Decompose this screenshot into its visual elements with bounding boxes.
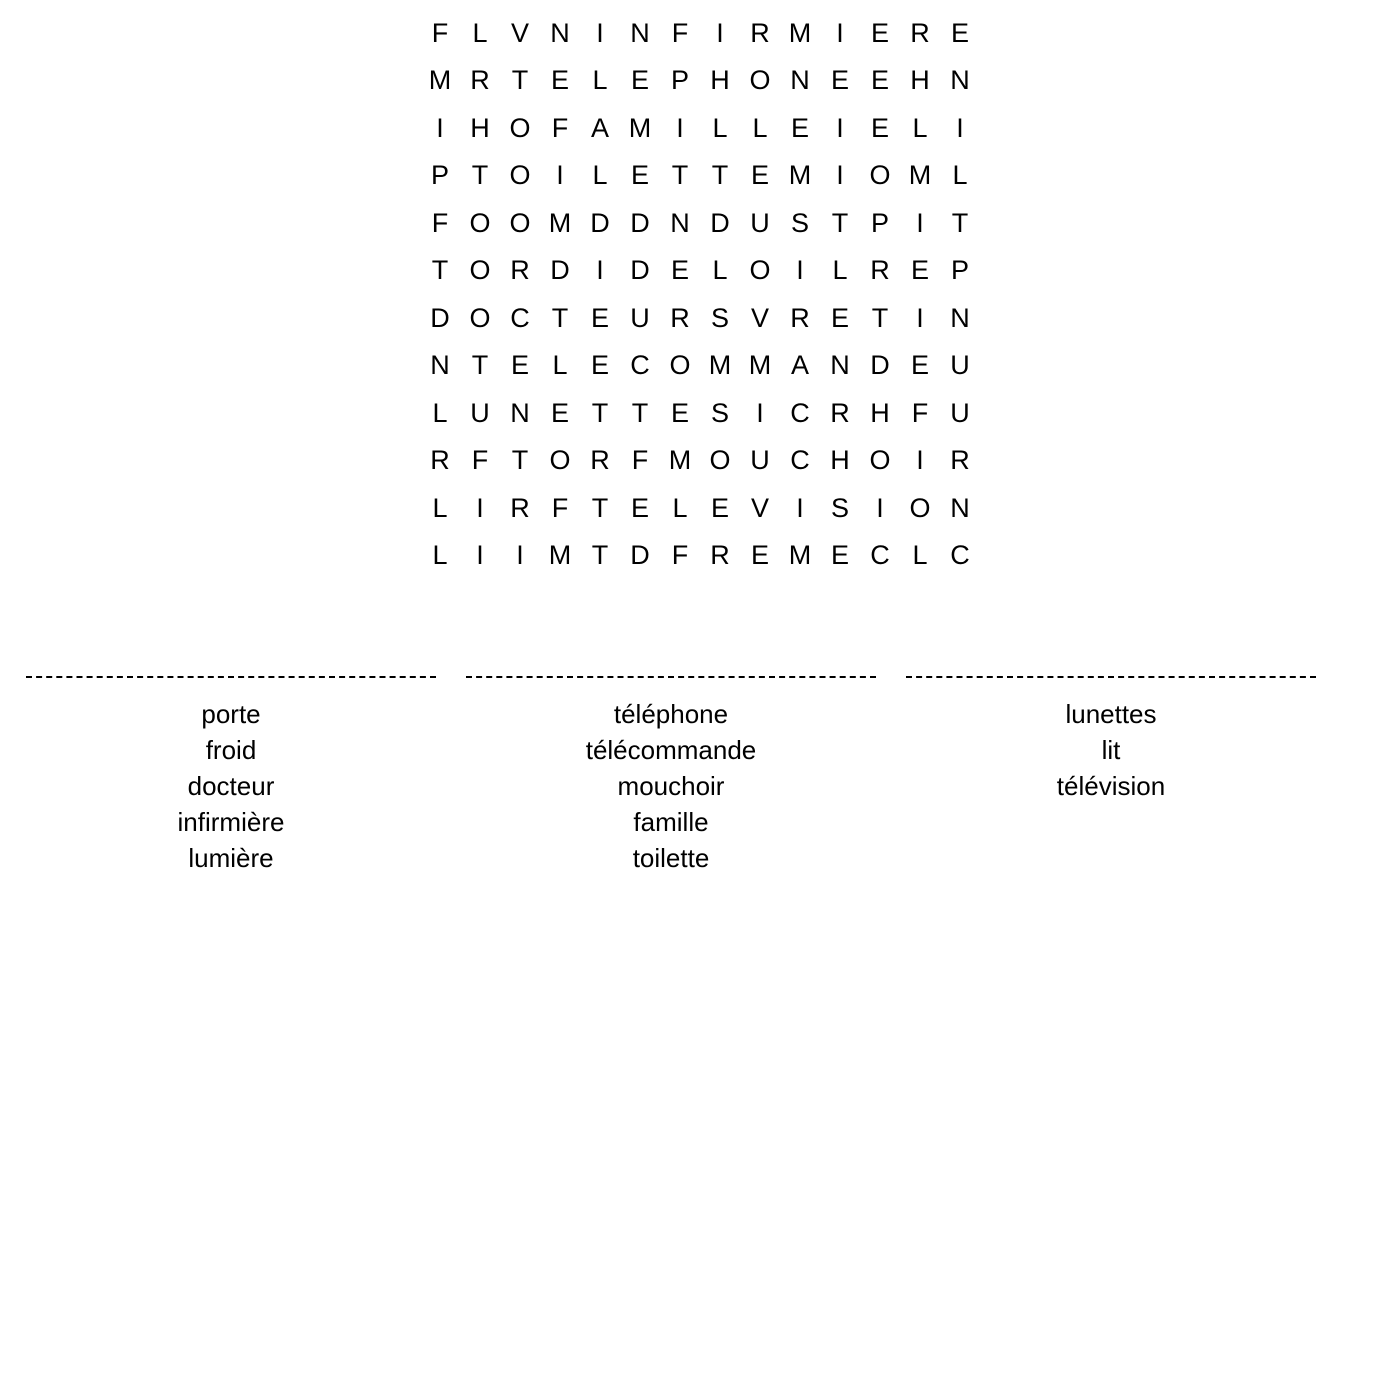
grid-letter: C xyxy=(790,397,810,428)
grid-letter: T xyxy=(951,207,969,238)
grid-letter: T xyxy=(471,160,489,191)
grid-letter: N xyxy=(430,350,450,381)
grid-letter: L xyxy=(712,112,728,143)
grid-letter: E xyxy=(630,65,649,96)
grid-letter: D xyxy=(590,207,610,238)
grid-letter: O xyxy=(749,65,771,96)
grid-letter: L xyxy=(432,492,448,523)
word-list-items xyxy=(466,696,876,876)
grid-letter: O xyxy=(469,302,491,333)
grid-letter: O xyxy=(469,255,491,286)
grid-letter xyxy=(780,0,820,9)
grid-letter: H xyxy=(830,445,850,476)
grid-letter: I xyxy=(836,112,844,143)
grid-letter: M xyxy=(748,350,772,381)
grid-letter: E xyxy=(790,112,809,143)
grid-letter: R xyxy=(430,445,450,476)
grid-letter xyxy=(740,0,780,9)
grid-letter: M xyxy=(628,112,652,143)
word-item: porte xyxy=(201,699,261,729)
word-column-1 xyxy=(26,660,436,876)
grid-letter xyxy=(660,0,700,9)
grid-letter: L xyxy=(432,397,448,428)
grid-letter: I xyxy=(596,17,604,48)
grid-letter: R xyxy=(670,302,690,333)
grid-letter: I xyxy=(756,397,764,428)
dashed-divider xyxy=(466,676,876,678)
grid-row xyxy=(420,295,980,343)
grid-letter: I xyxy=(436,112,444,143)
grid-letter: E xyxy=(870,65,889,96)
grid-letter: F xyxy=(551,492,569,523)
grid-letter: V xyxy=(750,492,769,523)
grid-letter: O xyxy=(749,255,771,286)
grid-letter xyxy=(700,0,740,9)
grid-letter: T xyxy=(431,255,449,286)
grid-letter: O xyxy=(869,160,891,191)
grid-letter: M xyxy=(428,65,452,96)
grid-letter: O xyxy=(869,445,891,476)
grid-letter: S xyxy=(830,492,849,523)
grid-letter: L xyxy=(712,255,728,286)
grid-letter: U xyxy=(950,350,970,381)
grid-letter xyxy=(460,0,500,9)
grid-letter xyxy=(580,0,620,9)
grid-letter xyxy=(860,0,900,9)
grid-letter: E xyxy=(510,350,529,381)
grid-letter: U xyxy=(750,207,770,238)
grid-letter: C xyxy=(510,302,530,333)
grid-letter: M xyxy=(548,540,572,571)
grid-row xyxy=(420,57,980,105)
grid-letter: U xyxy=(750,445,770,476)
grid-letter: O xyxy=(509,112,531,143)
grid-letter: N xyxy=(950,65,970,96)
grid-letter: M xyxy=(908,160,932,191)
word-item: lumière xyxy=(188,843,274,873)
grid-letter xyxy=(500,0,540,9)
grid-row xyxy=(420,10,980,58)
grid-letter: R xyxy=(790,302,810,333)
grid-letter: L xyxy=(752,112,768,143)
grid-letter: C xyxy=(870,540,890,571)
word-list-items xyxy=(906,696,1316,804)
grid-letter: T xyxy=(471,350,489,381)
grid-letter: N xyxy=(670,207,690,238)
grid-letter: E xyxy=(870,112,889,143)
grid-letter: E xyxy=(830,540,849,571)
grid-letter: M xyxy=(788,17,812,48)
grid-letter: O xyxy=(669,350,691,381)
grid-letter: D xyxy=(870,350,890,381)
grid-letter: L xyxy=(592,160,608,191)
grid-letter: I xyxy=(916,207,924,238)
grid-letter: R xyxy=(910,17,930,48)
grid-letter: F xyxy=(671,17,689,48)
grid-row xyxy=(420,342,980,390)
grid-letter: H xyxy=(710,65,730,96)
grid-letter: O xyxy=(509,207,531,238)
word-item: lit xyxy=(1101,735,1121,765)
grid-letter: C xyxy=(950,540,970,571)
grid-letter: T xyxy=(551,302,569,333)
grid-letter: L xyxy=(912,540,928,571)
grid-row xyxy=(420,152,980,200)
word-search-grid xyxy=(420,0,980,580)
grid-letter: L xyxy=(592,65,608,96)
grid-row xyxy=(420,200,980,248)
grid-letter: I xyxy=(796,255,804,286)
grid-letter: L xyxy=(552,350,568,381)
grid-letter: E xyxy=(630,492,649,523)
grid-letter: T xyxy=(511,65,529,96)
grid-letter: C xyxy=(630,350,650,381)
grid-letter: O xyxy=(509,160,531,191)
grid-letter: F xyxy=(431,207,449,238)
grid-letter: P xyxy=(670,65,689,96)
grid-letter: U xyxy=(470,397,490,428)
grid-letter xyxy=(900,0,940,9)
grid-letter: E xyxy=(630,160,649,191)
grid-letter: I xyxy=(916,445,924,476)
word-item: télévision xyxy=(1056,771,1166,801)
grid-letter: D xyxy=(430,302,450,333)
grid-letter: E xyxy=(950,17,969,48)
grid-letter: O xyxy=(909,492,931,523)
word-item: toilette xyxy=(632,843,710,873)
grid-letter: I xyxy=(876,492,884,523)
grid-letter: I xyxy=(476,492,484,523)
grid-letter: I xyxy=(676,112,684,143)
grid-letter: E xyxy=(830,302,849,333)
grid-row xyxy=(420,247,980,295)
grid-letter: D xyxy=(550,255,570,286)
word-list-items xyxy=(26,696,436,876)
grid-letter: E xyxy=(830,65,849,96)
grid-letter xyxy=(420,0,460,9)
grid-letter: R xyxy=(510,492,530,523)
grid-row xyxy=(420,437,980,485)
grid-letter: R xyxy=(510,255,530,286)
grid-letter: M xyxy=(668,445,692,476)
grid-row xyxy=(420,390,980,438)
grid-letter: N xyxy=(950,302,970,333)
grid-letter: N xyxy=(550,17,570,48)
grid-letter: L xyxy=(672,492,688,523)
grid-letter: F xyxy=(431,17,449,48)
grid-letter: P xyxy=(430,160,449,191)
grid-letter xyxy=(540,0,580,9)
grid-letter: E xyxy=(750,540,769,571)
grid-letter: P xyxy=(870,207,889,238)
grid-letter: I xyxy=(836,17,844,48)
word-item: froid xyxy=(205,735,257,765)
grid-letter: D xyxy=(630,207,650,238)
grid-letter: S xyxy=(710,397,729,428)
grid-letter: D xyxy=(630,255,650,286)
grid-letter: F xyxy=(631,445,649,476)
grid-letter: E xyxy=(870,17,889,48)
grid-letter: N xyxy=(510,397,530,428)
grid-letter: T xyxy=(831,207,849,238)
grid-letter: T xyxy=(631,397,649,428)
grid-letter: C xyxy=(790,445,810,476)
grid-letter: D xyxy=(630,540,650,571)
grid-letter: R xyxy=(590,445,610,476)
word-item: mouchoir xyxy=(617,771,725,801)
grid-letter: M xyxy=(788,540,812,571)
grid-letter: I xyxy=(956,112,964,143)
grid-letter: F xyxy=(551,112,569,143)
grid-letter: I xyxy=(716,17,724,48)
grid-letter: I xyxy=(916,302,924,333)
grid-letter: L xyxy=(432,540,448,571)
grid-letter: R xyxy=(750,17,770,48)
grid-letter: V xyxy=(510,17,529,48)
grid-letter: O xyxy=(469,207,491,238)
grid-letter: E xyxy=(590,350,609,381)
grid-letter: A xyxy=(590,112,609,143)
grid-letter: I xyxy=(796,492,804,523)
grid-letter: N xyxy=(630,17,650,48)
grid-row xyxy=(420,0,980,10)
grid-letter: M xyxy=(708,350,732,381)
grid-letter: R xyxy=(950,445,970,476)
grid-row xyxy=(420,105,980,153)
grid-letter: L xyxy=(912,112,928,143)
grid-letter xyxy=(620,0,660,9)
grid-letter: N xyxy=(830,350,850,381)
grid-letter: N xyxy=(950,492,970,523)
grid-letter: L xyxy=(832,255,848,286)
word-column-2 xyxy=(466,660,876,876)
grid-letter: E xyxy=(670,397,689,428)
grid-letter: T xyxy=(591,397,609,428)
grid-letter: E xyxy=(590,302,609,333)
grid-letter: T xyxy=(511,445,529,476)
grid-letter xyxy=(940,0,980,9)
word-item: infirmière xyxy=(177,807,285,837)
grid-letter: T xyxy=(591,540,609,571)
grid-letter: S xyxy=(790,207,809,238)
grid-letter: R xyxy=(830,397,850,428)
grid-letter: L xyxy=(952,160,968,191)
grid-letter: E xyxy=(670,255,689,286)
grid-letter: E xyxy=(910,350,929,381)
grid-letter xyxy=(820,0,860,9)
grid-letter: T xyxy=(711,160,729,191)
grid-letter: I xyxy=(516,540,524,571)
grid-letter: T xyxy=(671,160,689,191)
grid-letter: V xyxy=(750,302,769,333)
grid-letter: R xyxy=(870,255,890,286)
grid-letter: N xyxy=(790,65,810,96)
grid-letter: L xyxy=(472,17,488,48)
grid-letter: I xyxy=(596,255,604,286)
word-item: famille xyxy=(633,807,709,837)
dashed-divider xyxy=(906,676,1316,678)
grid-letter: E xyxy=(750,160,769,191)
grid-letter: E xyxy=(910,255,929,286)
word-item: docteur xyxy=(187,771,275,801)
grid-letter: I xyxy=(556,160,564,191)
grid-letter: H xyxy=(870,397,890,428)
grid-letter: F xyxy=(911,397,929,428)
word-item: lunettes xyxy=(1065,699,1157,729)
word-item: téléphone xyxy=(613,699,729,729)
grid-letter: H xyxy=(470,112,490,143)
word-column-3 xyxy=(906,660,1316,804)
grid-letter: F xyxy=(471,445,489,476)
grid-letter: A xyxy=(790,350,809,381)
grid-letter: R xyxy=(710,540,730,571)
grid-letter: R xyxy=(470,65,490,96)
grid-row xyxy=(420,485,980,533)
grid-row xyxy=(420,532,980,580)
word-item: télécommande xyxy=(585,735,757,765)
grid-letter: E xyxy=(550,65,569,96)
grid-letter: M xyxy=(548,207,572,238)
grid-letter: D xyxy=(710,207,730,238)
grid-letter: U xyxy=(950,397,970,428)
grid-letter: T xyxy=(871,302,889,333)
grid-letter: M xyxy=(788,160,812,191)
grid-letter: E xyxy=(550,397,569,428)
dashed-divider xyxy=(26,676,436,678)
grid-letter: I xyxy=(836,160,844,191)
grid-letter: T xyxy=(591,492,609,523)
grid-letter: U xyxy=(630,302,650,333)
grid-letter: S xyxy=(710,302,729,333)
grid-letter: H xyxy=(910,65,930,96)
grid-letter: P xyxy=(950,255,969,286)
grid-letter: F xyxy=(671,540,689,571)
grid-letter: I xyxy=(476,540,484,571)
grid-letter: O xyxy=(549,445,571,476)
grid-letter: E xyxy=(710,492,729,523)
grid-letter: O xyxy=(709,445,731,476)
